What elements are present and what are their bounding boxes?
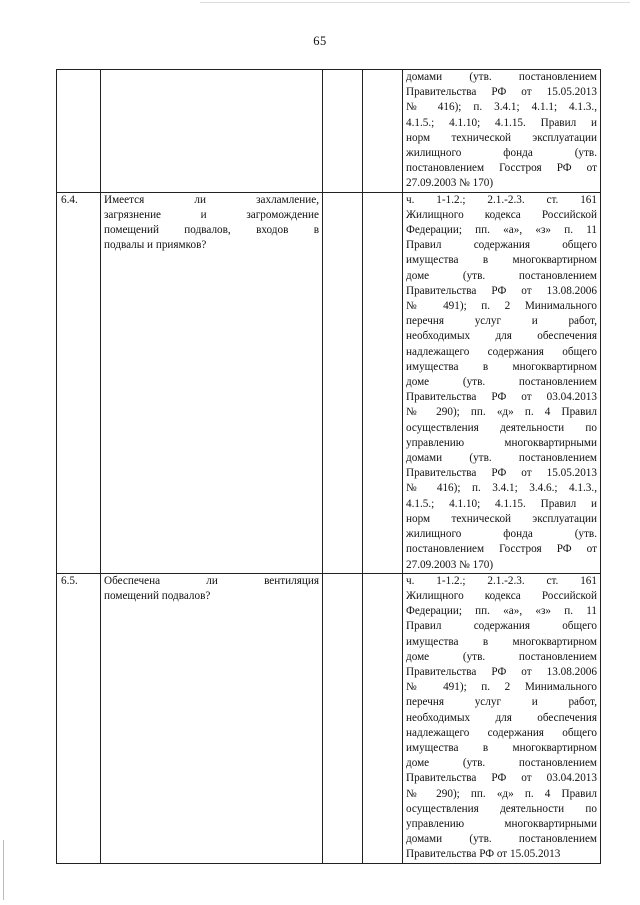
reference-text-line: необходимых для обеспечения xyxy=(406,711,597,724)
checklist-table xyxy=(56,69,601,864)
answer-cell-no xyxy=(363,573,403,863)
reference-text-line: управлению многоквартирными xyxy=(406,817,597,830)
question-text-line: помещений подвалов, входов в xyxy=(104,224,319,237)
question-cell xyxy=(101,192,323,573)
reference-text-line: надлежащего содержания общего xyxy=(406,726,597,739)
table-row xyxy=(57,70,601,193)
answer-cell-yes xyxy=(323,192,363,573)
reference-text-line: жилищного фонда (утв. xyxy=(406,147,597,160)
reference-text-line: домами (утв. постановлением xyxy=(406,833,597,846)
reference-text-line: 4.1.5.; 4.1.10; 4.1.15. Правил и xyxy=(406,497,597,510)
table-row xyxy=(57,573,601,863)
reference-text-line: 27.09.2003 № 170) xyxy=(406,177,494,190)
question-text-line: Обеспечена ли вентиляция xyxy=(104,574,319,587)
question-cell xyxy=(101,573,323,863)
reference-text-line: осуществления деятельности по xyxy=(406,421,597,434)
answer-cell-no xyxy=(363,192,403,573)
reference-text-line: надлежащего содержания общего xyxy=(406,345,597,358)
scan-top-edge xyxy=(200,2,630,3)
reference-text-line: Правительства РФ от 15.05.2013 xyxy=(406,848,561,861)
answer-cell-yes xyxy=(323,70,363,193)
reference-text-line: Правительства РФ от 13.08.2006 xyxy=(406,284,597,297)
table-body xyxy=(57,70,601,864)
reference-text-line: Жилищного кодекса Российской xyxy=(406,589,597,602)
item-number xyxy=(57,70,101,193)
answer-cell-no xyxy=(363,70,403,193)
reference-text-line: осуществления деятельности по xyxy=(406,802,597,815)
scan-left-edge xyxy=(3,840,4,900)
reference-text-line: норм технической эксплуатации xyxy=(406,131,597,144)
reference-text-line: Правил содержания общего xyxy=(406,239,597,252)
reference-text-line: Правительства РФ от 03.04.2013 xyxy=(406,772,597,785)
reference-text-line: ч. 1-1.2.; 2.1.-2.3. ст. 161 xyxy=(406,193,597,206)
reference-text-line: № 290); пп. «д» п. 4 Правил xyxy=(406,406,597,419)
question-text-line: Имеется ли захламление, xyxy=(104,193,319,206)
question-text-line: помещений подвалов? xyxy=(104,589,211,602)
reference-text-line: домами (утв. постановлением xyxy=(406,71,597,83)
reference-text-line: перечня услуг и работ, xyxy=(406,315,597,328)
table-row xyxy=(57,192,601,573)
reference-text-line: Правительства РФ от 03.04.2013 xyxy=(406,391,597,404)
reference-text-line: перечня услуг и работ, xyxy=(406,696,597,709)
legal-reference-cell xyxy=(403,573,601,863)
reference-text-line: домами (утв. постановлением xyxy=(406,452,597,465)
reference-text-line: Федерации; пп. «а», «з» п. 11 xyxy=(406,224,597,237)
question-cell xyxy=(101,70,323,193)
reference-text-line: жилищного фонда (утв. xyxy=(406,528,597,541)
reference-text-line: Правил содержания общего xyxy=(406,620,597,633)
reference-text-line: № 491); п. 2 Минимального xyxy=(406,300,597,313)
question-text-line: загрязнение и загромождение xyxy=(104,208,319,221)
reference-text-line: необходимых для обеспечения xyxy=(406,330,597,343)
reference-text-line: доме (утв. постановлением xyxy=(406,269,597,282)
reference-text-line: Правительства РФ от 15.05.2013 xyxy=(406,467,597,480)
reference-text-line: 4.1.5.; 4.1.10; 4.1.15. Правил и xyxy=(406,116,597,129)
reference-text-line: № 416); п. 3.4.1; 3.4.6.; 4.1.3., xyxy=(406,482,597,495)
reference-text-line: Федерации; пп. «а», «з» п. 11 xyxy=(406,605,597,618)
page-number: 65 xyxy=(313,34,327,48)
item-number: 6.4. xyxy=(57,192,101,573)
reference-text-line: № 491); п. 2 Минимального xyxy=(406,681,597,694)
reference-text-line: № 416); п. 3.4.1; 4.1.1; 4.1.3., xyxy=(406,101,597,114)
reference-text-line: доме (утв. постановлением xyxy=(406,650,597,663)
legal-reference-cell xyxy=(403,192,601,573)
question-text-line: подвалы и приямков? xyxy=(104,239,207,252)
item-number: 6.5. xyxy=(57,573,101,863)
reference-text-line: управлению многоквартирными xyxy=(406,436,597,449)
answer-cell-yes xyxy=(323,573,363,863)
reference-text-line: имущества в многоквартирном xyxy=(406,254,597,267)
reference-text-line: 27.09.2003 № 170) xyxy=(406,558,494,571)
reference-text-line: доме (утв. постановлением xyxy=(406,757,597,770)
reference-text-line: Правительства РФ от 13.08.2006 xyxy=(406,665,597,678)
reference-text-line: имущества в многоквартирном xyxy=(406,360,597,373)
legal-reference-cell xyxy=(403,70,601,193)
reference-text-line: имущества в многоквартирном xyxy=(406,635,597,648)
reference-text-line: норм технической эксплуатации xyxy=(406,512,597,525)
reference-text-line: постановлением Госстроя РФ от xyxy=(406,162,597,175)
reference-text-line: постановлением Госстроя РФ от xyxy=(406,543,597,556)
reference-text-line: имущества в многоквартирном xyxy=(406,741,597,754)
reference-text-line: доме (утв. постановлением xyxy=(406,376,597,389)
reference-text-line: Жилищного кодекса Российской xyxy=(406,208,597,221)
reference-text-line: ч. 1-1.2.; 2.1.-2.3. ст. 161 xyxy=(406,574,597,587)
reference-text-line: № 290); пп. «д» п. 4 Правил xyxy=(406,787,597,800)
reference-text-line: Правительства РФ от 15.05.2013 xyxy=(406,86,597,99)
